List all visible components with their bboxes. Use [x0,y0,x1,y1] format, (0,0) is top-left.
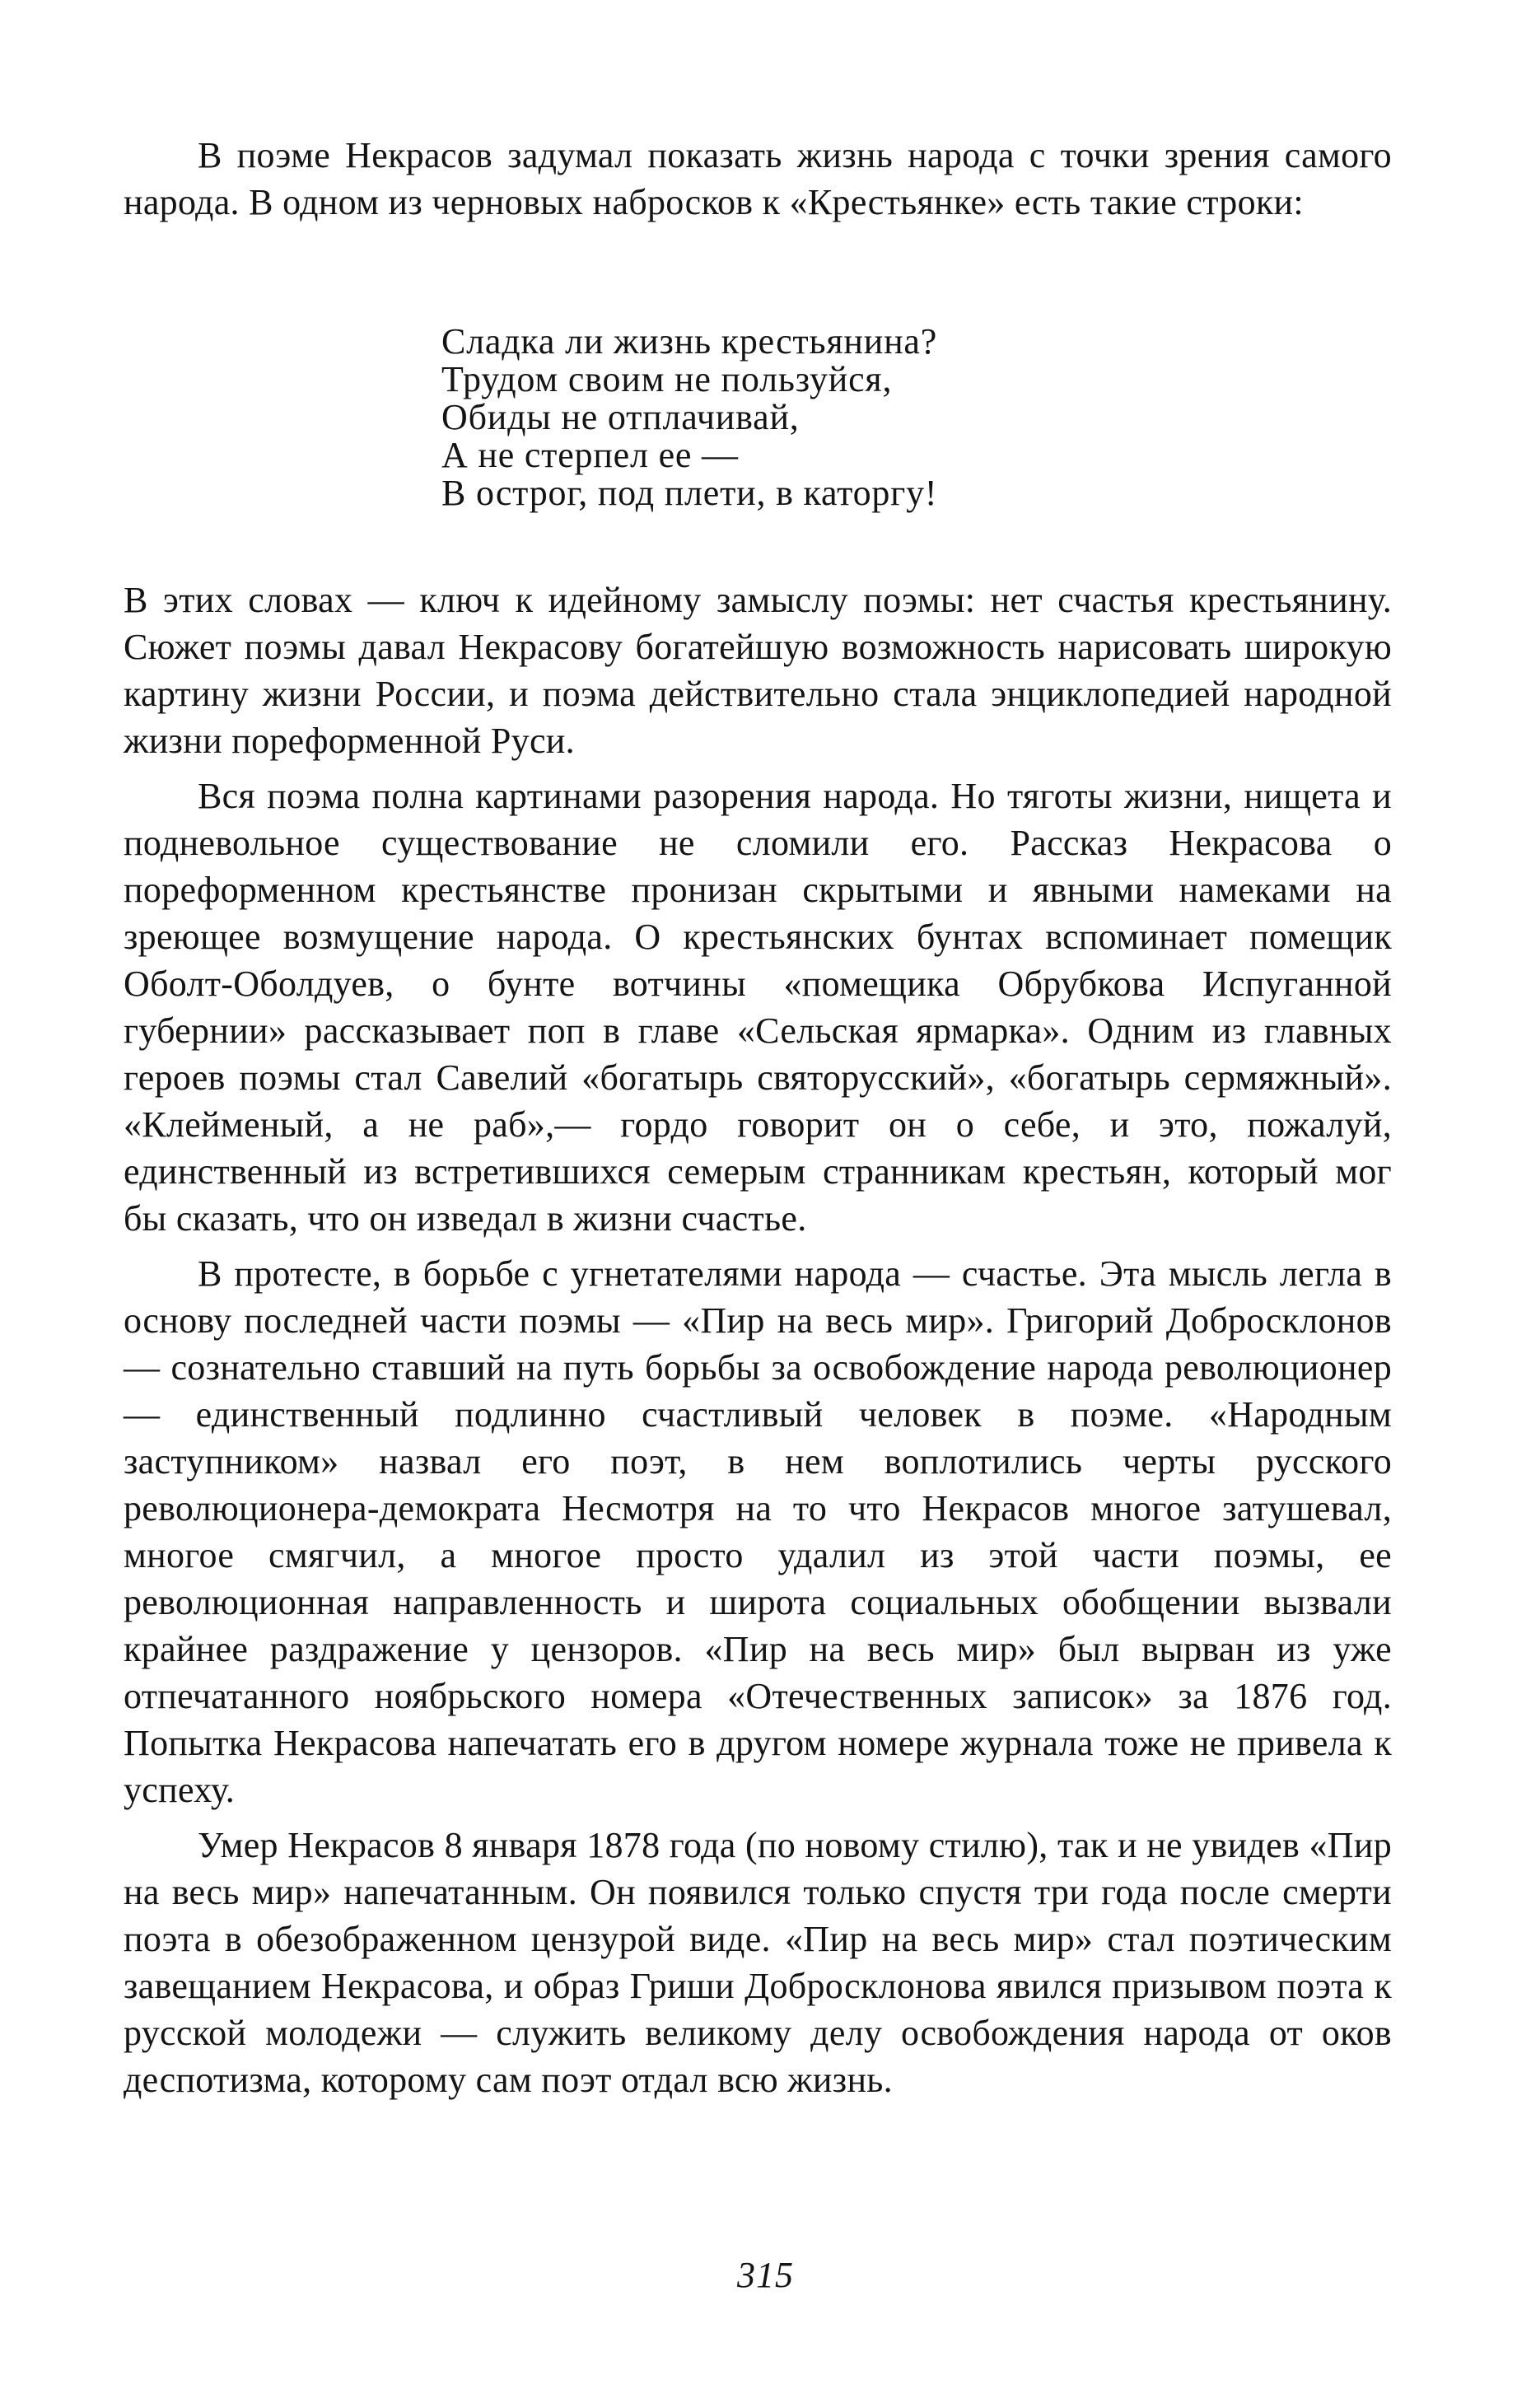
verse-quote [441,323,937,512]
page-number: 315 [737,2255,794,2295]
verse-line: Обиды не отплачивай, [441,397,800,437]
verse-line: Сладка ли жизнь крестьянина? [441,321,938,362]
paragraph-ruin: Вся поэма полна картинами разорения народа. Но тяготы жизни, нищета и подневольное существование не сломили его. Рассказ Некрасова о пореформенном крестьянстве пронизан скрытыми и явными намеками на зреющее возмущение народа. О крестьянских бунтах вспоминает помещик Оболт-Оболдуев, о бунте вотчины «помещика Обрубкова Испуганной губернии» рассказывает поп в главе «Сельская ярмарка». Одним из главных героев поэмы стал Савелий «богатырь святорусский», «богатырь сермяжный». «Клейменый, а не раб»,— гордо говорит он о себе, и это, пожалуй, единственный из встретившихся семерым странникам крестьян, который мог бы сказать, что он изведал в жизни счастье. [124,776,1392,1239]
body-text [124,576,1392,2103]
intro-paragraph-block [124,132,1392,226]
verse-line: А не стерпел ее — [441,435,739,475]
paragraph-death: Умер Некрасов 8 января 1878 года (по новому стилю), так и не увидев «Пир на весь мир» напечатанным. Он появился только спустя три года после смерти поэта в обезображенном цензурой виде. «Пир на весь мир» стал поэтическим завещанием Некрасова, и образ Гриши Добросклонова явился призывом поэта к русской молодежи — служить великому делу освобождения народа от оков деспотизма, которому сам поэт отдал всю жизнь. [124,1825,1392,2100]
verse-line: Трудом своим не пользуйся, [441,359,893,399]
intro-paragraph: В поэме Некрасов задумал показать жизнь народа с точки зрения самого народа. В одном из черновых набросков к «Крестьянке» есть такие строки: [124,135,1392,222]
verse-line: В острог, под плети, в каторгу! [441,473,938,513]
paragraph-protest: В протесте, в борьбе с угнетателями народа — счастье. Эта мысль легла в основу последней части поэмы — «Пир на весь мир». Григорий Добросклонов — сознательно ставший на путь борьбы за освобождение народа революционер — единственный подлинно счастливый человек в поэме. «Народным заступником» назвал его поэт, в нем воплотились черты русского революционера-демократа Несмотря на то что Некрасов многое затушевал, многое смягчил, а многое просто удалил из этой части поэмы, ее революционная направленность и широта социальных обобщении вызвали крайнее раздражение у цензоров. «Пир на весь мир» был вырван из уже отпечатанного ноябрьского номера «Отечественных записок» за 1876 год. Попытка Некрасова напечатать его в другом номере журнала тоже не привела к успеху. [124,1253,1392,1810]
paragraph-idea: В этих словах — ключ к идейному замыслу поэмы: нет счастья крестьянину. Сюжет поэмы давал Некрасову богатейшую возможность нарисовать широкую картину жизни России, и поэма действительно стала энциклопедией народной жизни пореформенной Руси. [124,580,1392,761]
